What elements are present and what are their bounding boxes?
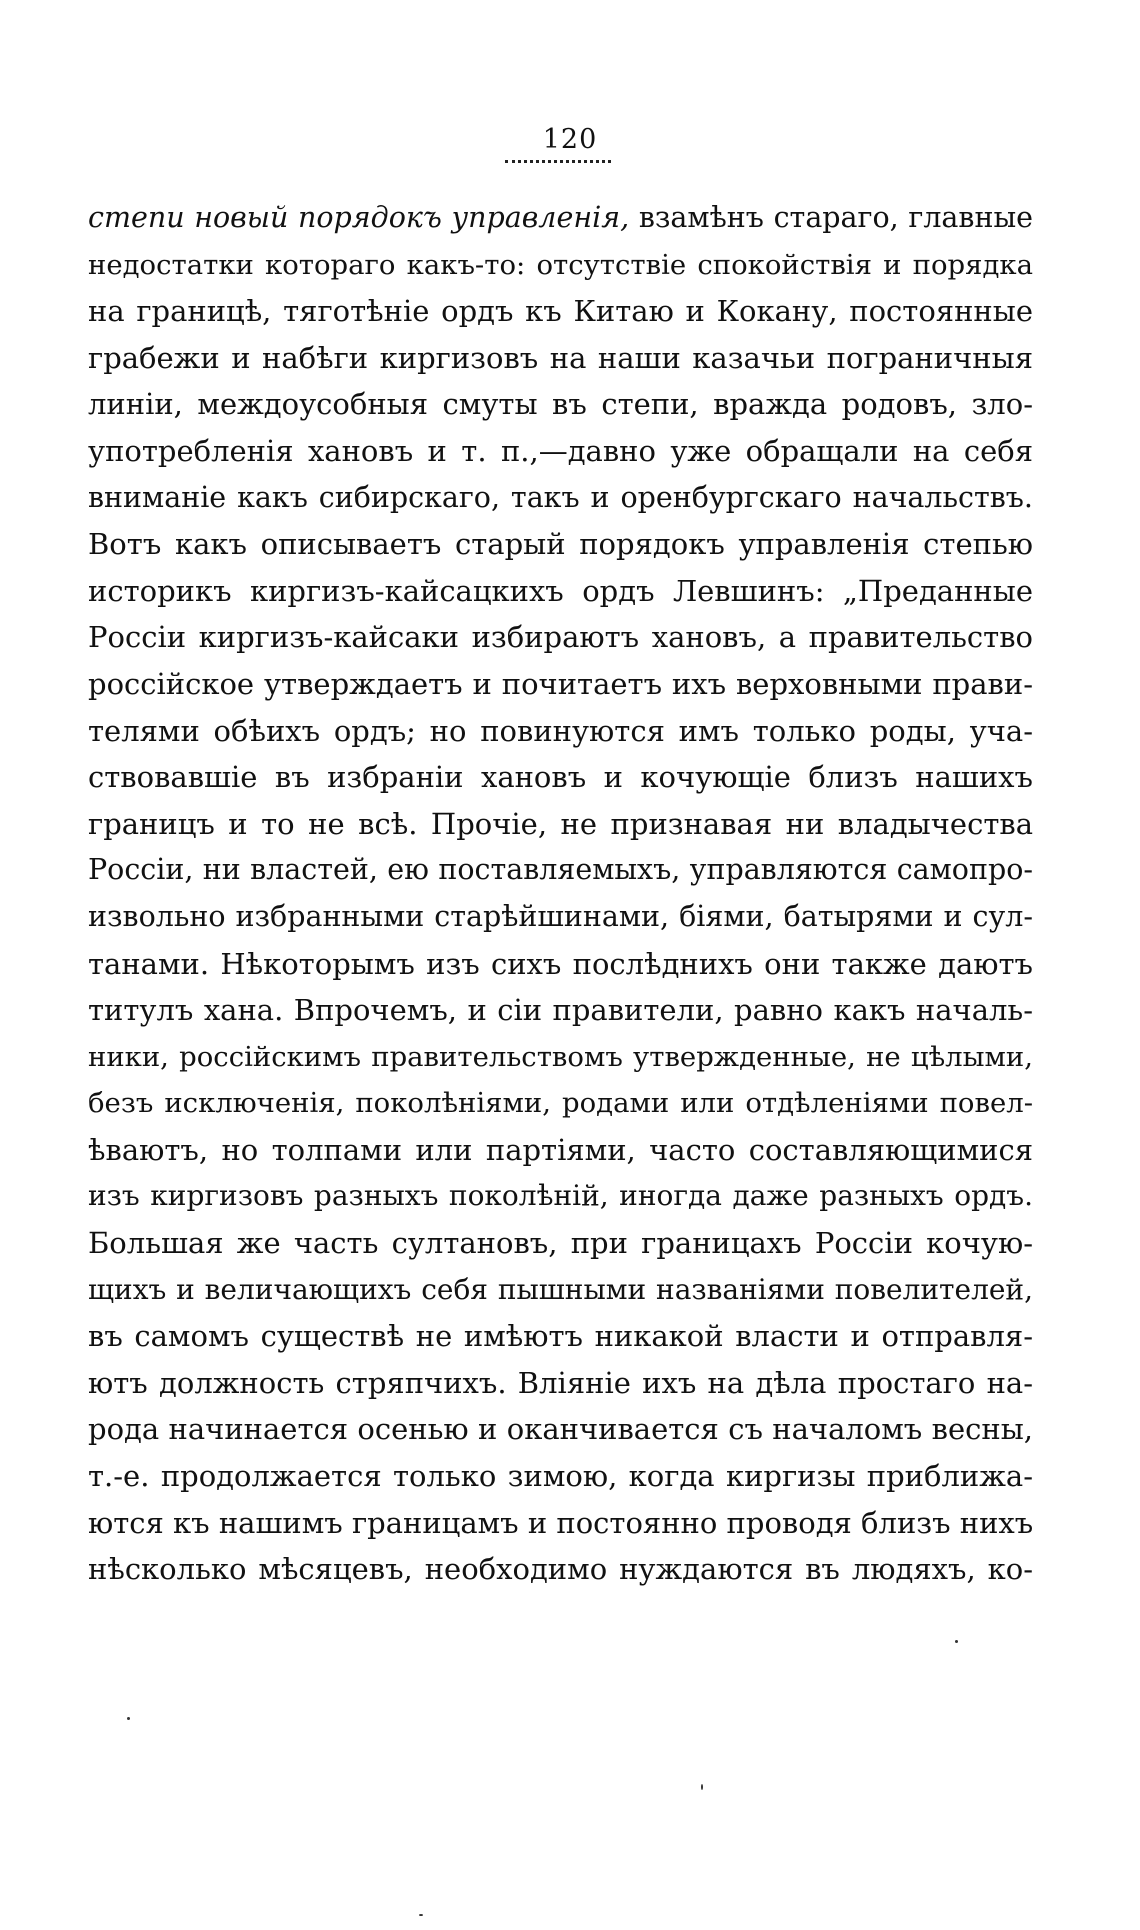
italic-phrase: степи новый порядокъ управленія, <box>88 201 630 234</box>
line-text: нѣсколько мѣсяцевъ, необходимо нуждаются въ людяхъ, ко- <box>88 1552 1033 1587</box>
line-text: телями обѣихъ ордъ; но повинуются имъ только роды, уча- <box>88 713 1033 748</box>
line-text: щихъ и величающихъ себя пышными названіями повелителей, <box>88 1272 1033 1306</box>
text-line <box>88 1173 1033 1220</box>
text-line <box>88 568 1033 615</box>
text-line <box>88 381 1033 428</box>
line-text: Россіи киргизъ-кайсаки избираютъ хановъ, а правительство <box>88 620 1033 655</box>
text-line <box>88 335 1033 382</box>
text-line <box>88 1546 1033 1593</box>
text-line <box>88 1034 1033 1081</box>
text-line <box>88 195 1033 242</box>
line-text: россійское утверждаетъ и почитаетъ ихъ верховными прави- <box>88 666 1033 701</box>
print-speck <box>419 1914 423 1916</box>
line-text: историкъ киргизъ-кайсацкихъ ордъ Левшинъ: „Преданные <box>88 573 1033 608</box>
line-text: титулъ хана. Впрочемъ, и сіи правители, равно какъ началь- <box>88 993 1033 1028</box>
line-text: безъ исключенія, поколѣніями, родами или отдѣленіями повел- <box>88 1087 1033 1120</box>
line-text: границъ и то не всѣ. Прочіе, не признавая ни владычества <box>88 806 1033 841</box>
text-line <box>88 987 1033 1034</box>
line-text: ники, россійскимъ правительствомъ утвержденные, не цѣлыми, <box>88 1040 1033 1073</box>
line-text: грабежи и набѣги киргизовъ на наши казачьи пограничныя <box>88 340 1033 375</box>
body-text <box>88 195 1033 1593</box>
print-speck <box>955 1640 958 1643</box>
text-line <box>88 1267 1033 1314</box>
text-line <box>88 661 1033 708</box>
line-text: ѣваютъ, но толпами или партіями, часто составляющимися <box>88 1132 1033 1167</box>
text-line <box>88 847 1033 894</box>
text-line <box>88 475 1033 522</box>
text-line <box>88 801 1033 848</box>
text-line <box>88 1453 1033 1500</box>
line-text: на границѣ, тяготѣніе ордъ къ Китаю и Кокану, постоянные <box>88 294 1033 329</box>
line-text: т.-е. продолжается только зимою, когда киргизы приближа- <box>88 1459 1033 1494</box>
text-line <box>88 708 1033 755</box>
line-text: ются къ нашимъ границамъ и постоянно проводя близъ нихъ <box>88 1505 1033 1540</box>
text-line <box>88 754 1033 801</box>
text-line <box>88 894 1033 941</box>
line-text: взамѣнъ стараго, главные <box>629 201 1033 234</box>
text-line <box>88 1406 1033 1453</box>
line-text: Вотъ какъ описываетъ старый порядокъ управленія степью <box>88 527 1033 562</box>
line-text: линіи, междоусобныя смуты въ степи, вражда родовъ, зло- <box>88 387 1033 422</box>
line-text: ютъ должность стряпчихъ. Вліяніе ихъ на дѣла простаго на- <box>88 1365 1033 1400</box>
line-text: рода начинается осенью и оканчивается съ началомъ весны, <box>88 1412 1033 1447</box>
print-speck <box>127 1717 130 1720</box>
line-text: въ самомъ существѣ не имѣютъ никакой власти и отправля- <box>88 1319 1033 1354</box>
text-line <box>88 614 1033 661</box>
page-number-rule <box>505 160 611 163</box>
text-line <box>88 288 1033 335</box>
text-line <box>88 1127 1033 1174</box>
page-number: 120 <box>542 124 598 155</box>
text-line <box>88 1220 1033 1267</box>
text-line <box>88 1360 1033 1407</box>
line-text: Россіи, ни властей, ею поставляемыхъ, управляются самопро- <box>88 853 1033 887</box>
line-text: недостатки котораго какъ-то: отсутствіе спокойствія и порядка <box>88 248 1033 281</box>
line-text: Большая же часть султановъ, при границахъ Россіи кочую- <box>88 1226 1033 1261</box>
text-line <box>88 1313 1033 1360</box>
text-line <box>88 1080 1033 1127</box>
text-line <box>88 941 1033 988</box>
line-text: употребленія хановъ и т. п.,—давно уже обращали на себя <box>88 433 1033 468</box>
line-text: ствовавшіе въ избраніи хановъ и кочующіе близъ нашихъ <box>88 760 1033 795</box>
text-line <box>88 242 1033 289</box>
text-line <box>88 428 1033 475</box>
line-text: вниманіе какъ сибирскаго, такъ и оренбургскаго начальствъ. <box>88 480 1033 514</box>
line-text: танами. Нѣкоторымъ изъ сихъ послѣднихъ они также даютъ <box>88 946 1033 981</box>
line-text: извольно избранными старѣйшинами, біями, батырями и сул- <box>88 899 1033 933</box>
text-line <box>88 1500 1033 1547</box>
text-line <box>88 521 1033 568</box>
line-text: изъ киргизовъ разныхъ поколѣній, иногда даже разныхъ ордъ. <box>88 1179 1033 1213</box>
print-speck <box>701 1784 703 1790</box>
